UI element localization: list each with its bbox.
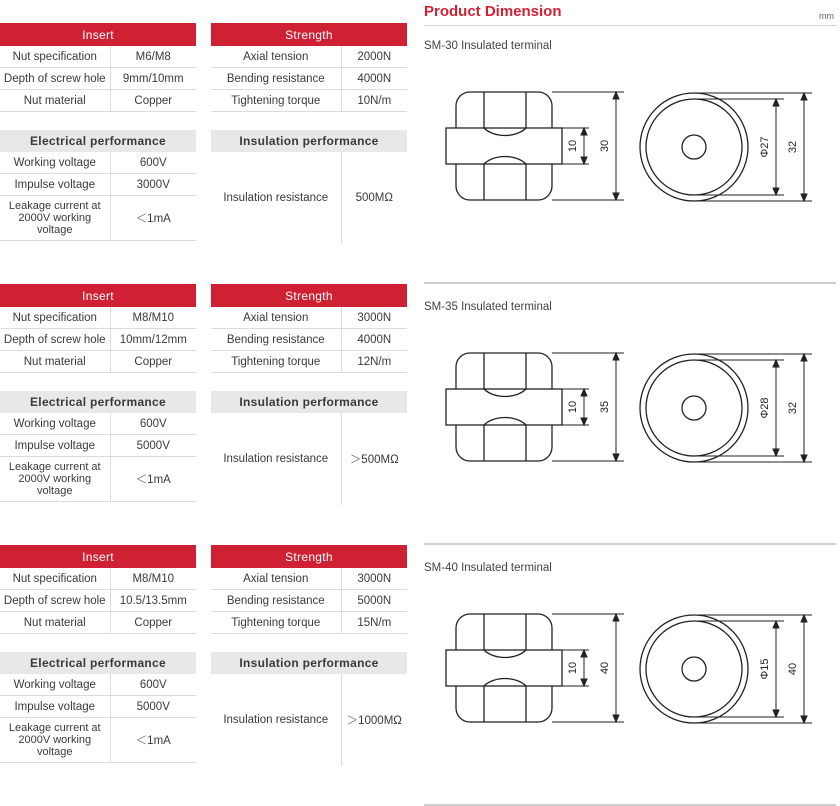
dimension-section bbox=[424, 40, 836, 284]
section-divider bbox=[424, 282, 836, 284]
electrical-table bbox=[0, 652, 196, 763]
dimension-section bbox=[424, 562, 836, 806]
nut-hole-circle bbox=[682, 135, 706, 159]
torque-value: 12N/m bbox=[341, 351, 407, 373]
insulation-table bbox=[211, 391, 407, 505]
depth-value: 10.5/13.5mm bbox=[110, 590, 196, 612]
dimension-section bbox=[424, 301, 836, 545]
leakage-label-line2: 2000V working bbox=[18, 212, 92, 224]
nut-hole-circle bbox=[682, 657, 706, 681]
leakage-label-line1: Leakage current at bbox=[8, 722, 101, 734]
impulse-voltage-label: Impulse voltage bbox=[0, 696, 110, 718]
bending-value: 4000N bbox=[341, 68, 407, 90]
nut-spec-label: Nut specification bbox=[0, 568, 110, 590]
axial-label: Axial tension bbox=[211, 568, 341, 590]
depth-label: Depth of screw hole bbox=[0, 590, 110, 612]
leakage-value: ＜1mA bbox=[110, 196, 196, 241]
electrical-table bbox=[0, 130, 196, 241]
nut-spec-value: M6/M8 bbox=[110, 46, 196, 68]
working-voltage-value: 600V bbox=[110, 674, 196, 696]
dim-height: 40 bbox=[599, 661, 611, 675]
nut-hole-circle bbox=[682, 396, 706, 420]
leakage-label-line3: voltage bbox=[37, 224, 73, 236]
inner-ring-circle bbox=[646, 360, 742, 456]
insert-table bbox=[0, 284, 196, 373]
insulation-header: Insulation performance bbox=[211, 130, 407, 152]
dim-outer: 32 bbox=[787, 401, 799, 415]
insulation-resistance-value: ＞500MΩ bbox=[349, 454, 399, 466]
leakage-label bbox=[0, 196, 110, 241]
working-voltage-label: Working voltage bbox=[0, 152, 110, 174]
electrical-table bbox=[0, 391, 196, 502]
center-flange bbox=[446, 650, 562, 686]
torque-label: Tightening torque bbox=[211, 612, 341, 634]
section-divider bbox=[424, 543, 836, 545]
nut-material-value: Copper bbox=[110, 90, 196, 112]
terminal-name: SM-35 Insulated terminal bbox=[424, 301, 552, 313]
product-dimension-title: Product Dimension bbox=[424, 3, 562, 20]
working-voltage-label: Working voltage bbox=[0, 413, 110, 435]
electrical-header: Electrical performance bbox=[0, 391, 196, 413]
spec-block bbox=[0, 261, 410, 501]
electrical-header: Electrical performance bbox=[0, 652, 196, 674]
leakage-value: ＜1mA bbox=[110, 457, 196, 502]
insulation-header: Insulation performance bbox=[211, 652, 407, 674]
axial-value: 3000N bbox=[341, 307, 407, 329]
outer-circle bbox=[640, 354, 748, 462]
terminal-drawing bbox=[424, 301, 836, 545]
axial-value: 3000N bbox=[341, 568, 407, 590]
torque-value: 15N/m bbox=[341, 612, 407, 634]
leakage-label-line1: Leakage current at bbox=[8, 461, 101, 473]
strength-header: Strength bbox=[211, 23, 407, 46]
insert-header: Insert bbox=[0, 284, 196, 307]
strength-header: Strength bbox=[211, 545, 407, 568]
dim-inner: 10 bbox=[567, 139, 579, 153]
bending-value: 5000N bbox=[341, 590, 407, 612]
terminal-drawing bbox=[424, 40, 836, 284]
strength-table bbox=[211, 545, 407, 634]
insulation-table bbox=[211, 652, 407, 766]
depth-value: 9mm/10mm bbox=[110, 68, 196, 90]
insulation-table bbox=[211, 130, 407, 244]
bending-value: 4000N bbox=[341, 329, 407, 351]
strength-header: Strength bbox=[211, 284, 407, 307]
nut-spec-value: M8/M10 bbox=[110, 307, 196, 329]
working-voltage-label: Working voltage bbox=[0, 674, 110, 696]
electrical-header: Electrical performance bbox=[0, 130, 196, 152]
torque-label: Tightening torque bbox=[211, 90, 341, 112]
nut-material-label: Nut material bbox=[0, 612, 110, 634]
terminal-drawing bbox=[424, 562, 836, 806]
insert-header: Insert bbox=[0, 23, 196, 46]
dim-diameter: Φ28 bbox=[759, 397, 771, 419]
center-flange bbox=[446, 128, 562, 164]
impulse-voltage-value: 5000V bbox=[110, 435, 196, 457]
inner-ring-circle bbox=[646, 621, 742, 717]
impulse-voltage-label: Impulse voltage bbox=[0, 174, 110, 196]
leakage-label-line1: Leakage current at bbox=[8, 200, 101, 212]
insert-table bbox=[0, 23, 196, 112]
leakage-label bbox=[0, 457, 110, 502]
nut-spec-label: Nut specification bbox=[0, 307, 110, 329]
insert-header: Insert bbox=[0, 545, 196, 568]
working-voltage-value: 600V bbox=[110, 413, 196, 435]
working-voltage-value: 600V bbox=[110, 152, 196, 174]
nut-material-label: Nut material bbox=[0, 351, 110, 373]
insulation-resistance-label: Insulation resistance bbox=[211, 152, 341, 244]
dim-diameter: Φ27 bbox=[759, 136, 771, 158]
insulation-resistance-value: ＞1000MΩ bbox=[346, 715, 402, 727]
inner-ring-circle bbox=[646, 99, 742, 195]
outer-circle bbox=[640, 615, 748, 723]
depth-label: Depth of screw hole bbox=[0, 68, 110, 90]
dim-inner: 10 bbox=[567, 661, 579, 675]
insert-table bbox=[0, 545, 196, 634]
nut-material-value: Copper bbox=[110, 351, 196, 373]
torque-label: Tightening torque bbox=[211, 351, 341, 373]
impulse-voltage-value: 5000V bbox=[110, 696, 196, 718]
nut-spec-value: M8/M10 bbox=[110, 568, 196, 590]
leakage-label-line2: 2000V working bbox=[18, 473, 92, 485]
bending-label: Bending resistance bbox=[211, 329, 341, 351]
dim-height: 35 bbox=[599, 400, 611, 414]
leakage-value: ＜1mA bbox=[110, 718, 196, 763]
dim-inner: 10 bbox=[567, 400, 579, 414]
insulation-resistance-value: 500MΩ bbox=[355, 192, 393, 204]
terminal-name: SM-40 Insulated terminal bbox=[424, 562, 552, 574]
title-divider bbox=[424, 25, 836, 26]
axial-label: Axial tension bbox=[211, 307, 341, 329]
dim-diameter: Φ15 bbox=[759, 658, 771, 680]
terminal-name: SM-30 Insulated terminal bbox=[424, 40, 552, 52]
impulse-voltage-label: Impulse voltage bbox=[0, 435, 110, 457]
bending-label: Bending resistance bbox=[211, 590, 341, 612]
torque-value: 10N/m bbox=[341, 90, 407, 112]
leakage-label bbox=[0, 718, 110, 763]
leakage-label-line3: voltage bbox=[37, 746, 73, 758]
axial-value: 2000N bbox=[341, 46, 407, 68]
spec-block bbox=[0, 522, 410, 762]
unit-label: mm bbox=[819, 11, 834, 21]
insulation-resistance-label: Insulation resistance bbox=[211, 413, 341, 505]
impulse-voltage-value: 3000V bbox=[110, 174, 196, 196]
nut-spec-label: Nut specification bbox=[0, 46, 110, 68]
nut-material-label: Nut material bbox=[0, 90, 110, 112]
depth-label: Depth of screw hole bbox=[0, 329, 110, 351]
nut-material-value: Copper bbox=[110, 612, 196, 634]
leakage-label-line3: voltage bbox=[37, 485, 73, 497]
strength-table bbox=[211, 284, 407, 373]
dim-outer: 32 bbox=[787, 140, 799, 154]
strength-table bbox=[211, 23, 407, 112]
center-flange bbox=[446, 389, 562, 425]
insulation-resistance-label: Insulation resistance bbox=[211, 674, 341, 766]
insulation-header: Insulation performance bbox=[211, 391, 407, 413]
dim-outer: 40 bbox=[787, 662, 799, 676]
leakage-label-line2: 2000V working bbox=[18, 734, 92, 746]
bending-label: Bending resistance bbox=[211, 68, 341, 90]
outer-circle bbox=[640, 93, 748, 201]
axial-label: Axial tension bbox=[211, 46, 341, 68]
depth-value: 10mm/12mm bbox=[110, 329, 196, 351]
dim-height: 30 bbox=[599, 139, 611, 153]
spec-block bbox=[0, 0, 410, 240]
